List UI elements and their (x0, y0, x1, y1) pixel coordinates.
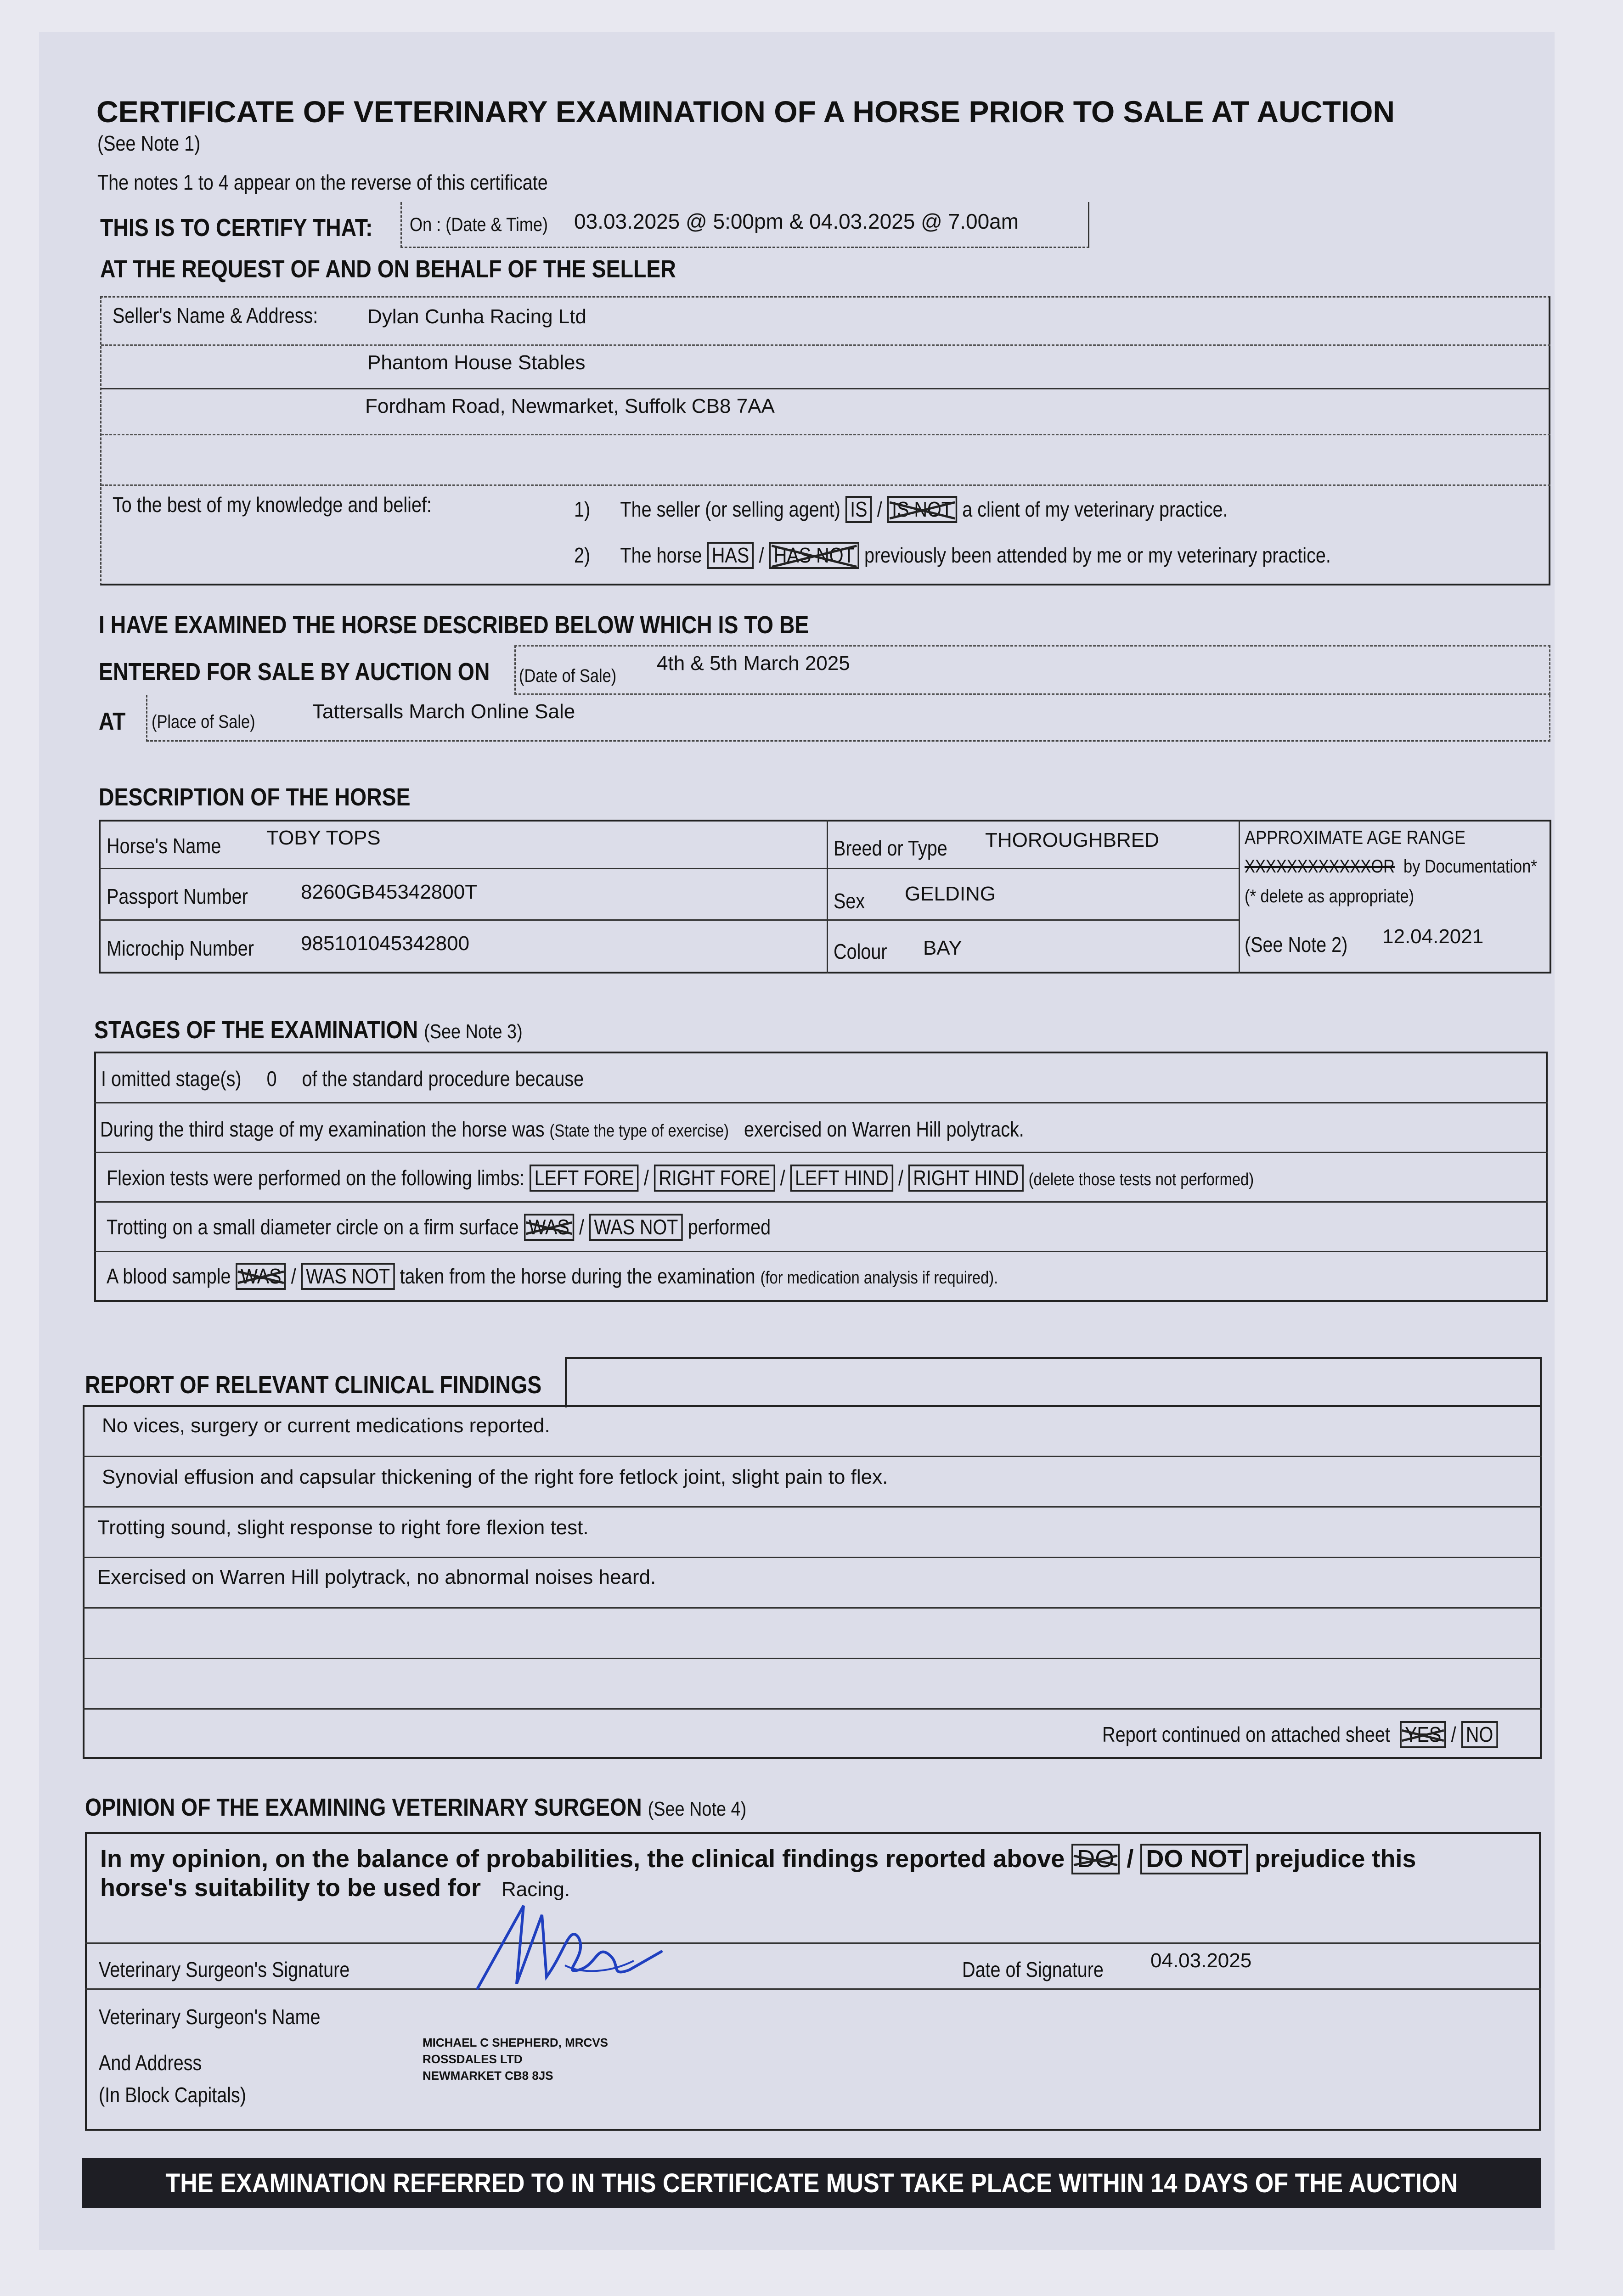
third-stage-label: During the third stage of my examination the horse was (100, 1117, 545, 1141)
passport-value: 8260GB45342800T (301, 881, 478, 903)
microchip-label: Microchip Number (107, 936, 254, 960)
omitted-value: 0 (266, 1067, 277, 1091)
report-rule-6 (83, 1708, 1542, 1710)
seller-rule-2 (101, 388, 1550, 389)
seller-rule-3 (101, 434, 1550, 435)
trot-was-not-option[interactable]: WAS NOT (589, 1214, 683, 1241)
blood-was-option[interactable]: WAS (236, 1263, 286, 1290)
q1-post: a client of my veterinary practice. (962, 497, 1228, 521)
date-of-signature-label: Date of Signature (962, 1958, 1104, 1981)
q2-has-not-option[interactable]: HAS NOT (769, 542, 859, 569)
opinion-do-option[interactable]: DO (1071, 1844, 1120, 1874)
notes-line: The notes 1 to 4 appear on the reverse of this certificate (97, 170, 548, 194)
see-note-2: (See Note 2) (1245, 933, 1348, 957)
opinion-rule-2 (85, 1988, 1541, 1990)
stages-rule-2 (94, 1152, 1548, 1153)
q1-slash: / (877, 497, 882, 521)
horse-name-label: Horse's Name (107, 834, 221, 858)
seller-line-3: Fordham Road, Newmarket, Suffolk CB8 7AA (365, 395, 775, 417)
date-of-sale-label: (Date of Sale) (519, 666, 617, 686)
on-label: On : (Date & Time) (410, 214, 548, 235)
opinion-line-1-text: In my opinion, on the balance of probabilities, the clinical findings reported above (100, 1845, 1065, 1873)
knowledge-question-1 (574, 496, 1228, 523)
knowledge-question-2 (574, 542, 1331, 569)
see-note-1: (See Note 1) (97, 131, 201, 155)
knowledge-label: To the best of my knowledge and belief: (113, 493, 432, 517)
stages-rule-4 (94, 1251, 1548, 1252)
seller-label: Seller's Name & Address: (113, 304, 318, 327)
opinion-line-2-text: horse's suitability to be used for (100, 1874, 481, 1902)
flexion-row (107, 1165, 1254, 1192)
flex-left-fore[interactable]: LEFT FORE (530, 1165, 639, 1192)
report-heading: REPORT OF RELEVANT CLINICAL FINDINGS (85, 1371, 542, 1399)
age-range-label: APPROXIMATE AGE RANGE (1245, 827, 1466, 848)
report-line-1: No vices, surgery or current medications reported. (102, 1414, 550, 1437)
date-of-sale-value: 4th & 5th March 2025 (657, 652, 850, 675)
opinion-use-value: Racing. (502, 1878, 570, 1901)
footer-text: THE EXAMINATION REFERRED TO IN THIS CERTIFICATE MUST TAKE PLACE WITHIN 14 DAYS OF THE AUCTION (165, 2168, 1458, 2198)
report-line-3: Trotting sound, slight response to right fore flexion test. (97, 1516, 589, 1539)
description-heading: DESCRIPTION OF THE HORSE (99, 783, 411, 811)
seller-line-2: Phantom House Stables (367, 351, 586, 374)
opinion-heading-text: OPINION OF THE EXAMINING VETERINARY SURGEON (85, 1794, 642, 1821)
q1-text: The seller (or selling agent) (620, 497, 840, 521)
opinion-line-1-post: prejudice this (1255, 1845, 1416, 1873)
opinion-rule-1 (85, 1942, 1541, 1944)
blood-was-not-option[interactable]: WAS NOT (301, 1263, 395, 1290)
blood-label: A blood sample (107, 1264, 231, 1288)
continued-slash: / (1451, 1722, 1456, 1746)
desc-rule-2 (99, 919, 1239, 921)
colour-label: Colour (834, 940, 887, 963)
place-of-sale-label: (Place of Sale) (152, 712, 255, 732)
report-line-2: Synovial effusion and capsular thickening of the right fore fetlock joint, slight pain to flex. (102, 1466, 888, 1488)
continued-no-option[interactable]: NO (1461, 1721, 1498, 1748)
opinion-line-1 (100, 1844, 1416, 1874)
age-range-options (1245, 856, 1537, 877)
trotting-row (107, 1214, 771, 1241)
report-continued-row (1102, 1721, 1498, 1748)
blood-post: taken from the horse during the examination (400, 1264, 755, 1288)
entered-label: ENTERED FOR SALE BY AUCTION ON (99, 658, 490, 686)
third-stage-row (100, 1117, 1024, 1142)
trotting-post: performed (688, 1215, 771, 1239)
vet-address-label: And Address (99, 2051, 202, 2075)
report-rule-4 (83, 1607, 1542, 1609)
sex-value: GELDING (905, 883, 996, 905)
microchip-value: 985101045342800 (301, 932, 470, 955)
footer-banner (82, 2158, 1541, 2208)
opinion-slash: / (1127, 1845, 1134, 1873)
stages-rule-3 (94, 1201, 1548, 1203)
date-of-signature-value: 04.03.2025 (1150, 1949, 1252, 1972)
vet-name-label: Veterinary Surgeon's Name (99, 2005, 321, 2029)
request-label: AT THE REQUEST OF AND ON BEHALF OF THE SELLER (100, 255, 676, 283)
q1-number: 1) (574, 497, 591, 521)
flex-slash-3: / (898, 1166, 903, 1190)
report-continued-label: Report continued on attached sheet (1102, 1722, 1390, 1746)
age-value: 12.04.2021 (1382, 925, 1484, 948)
desc-rule-1 (99, 868, 1239, 869)
stages-rule-1 (94, 1102, 1548, 1103)
age-doc-option[interactable]: by Documentation* (1403, 856, 1537, 877)
block-capitals-label: (In Block Capitals) (99, 2083, 246, 2107)
q2-text: The horse (620, 543, 702, 567)
stages-heading (94, 1016, 523, 1044)
report-rule-1 (83, 1456, 1542, 1457)
breed-value: THOROUGHBRED (985, 829, 1159, 851)
at-label: AT (99, 708, 126, 735)
flex-right-fore[interactable]: RIGHT FORE (654, 1165, 775, 1192)
flexion-label: Flexion tests were performed on the following limbs: (107, 1166, 525, 1190)
blood-small: (for medication analysis if required). (760, 1268, 998, 1288)
omitted-post: of the standard procedure because (302, 1067, 584, 1091)
report-header-box (565, 1357, 1542, 1407)
signature-label: Veterinary Surgeon's Signature (99, 1958, 350, 1981)
opinion-heading (85, 1793, 746, 1822)
on-value: 03.03.2025 @ 5:00pm & 04.03.2025 @ 7.00am (574, 209, 1019, 233)
third-stage-value: exercised on Warren Hill polytrack. (744, 1117, 1024, 1141)
certificate-title: CERTIFICATE OF VETERINARY EXAMINATION OF A HORSE PRIOR TO SALE AT AUCTION (96, 95, 1395, 129)
third-stage-small: (State the type of exercise) (549, 1121, 729, 1141)
certify-label: THIS IS TO CERTIFY THAT: (100, 214, 373, 242)
seller-rule-4 (101, 484, 1550, 486)
report-line-4: Exercised on Warren Hill polytrack, no abnormal noises heard. (97, 1566, 656, 1588)
passport-label: Passport Number (107, 884, 248, 908)
desc-divider-1 (827, 820, 828, 974)
q2-has-option[interactable]: HAS (707, 542, 754, 569)
flex-slash-2: / (780, 1166, 785, 1190)
flex-left-hind[interactable]: LEFT HIND (790, 1165, 893, 1192)
seller-rule-1 (101, 344, 1550, 346)
age-struck-option[interactable]: XXXXXXXXXXXXOR (1245, 856, 1395, 877)
flex-right-hind[interactable]: RIGHT HIND (908, 1165, 1024, 1192)
q2-number: 2) (574, 543, 591, 567)
opinion-heading-note: (See Note 4) (648, 1798, 747, 1820)
vet-signature (473, 1896, 666, 1993)
horse-name-value: TOBY TOPS (266, 827, 381, 849)
vet-stamp (423, 2034, 608, 2084)
omitted-label: I omitted stage(s) (101, 1067, 242, 1091)
examined-label: I HAVE EXAMINED THE HORSE DESCRIBED BELOW WHICH IS TO BE (99, 611, 809, 639)
report-rule-5 (83, 1658, 1542, 1659)
opinion-do-not-option[interactable]: DO NOT (1140, 1844, 1248, 1874)
trot-was-option[interactable]: WAS (524, 1214, 574, 1241)
q2-post: previously been attended by me or my veterinary practice. (864, 543, 1331, 567)
age-note: (* delete as appropriate) (1245, 886, 1414, 906)
blood-row (107, 1263, 998, 1290)
trotting-label: Trotting on a small diameter circle on a firm surface (107, 1215, 519, 1239)
colour-value: BAY (923, 937, 962, 959)
blood-slash: / (291, 1264, 296, 1288)
omitted-row (101, 1066, 584, 1091)
flex-slash-1: / (643, 1166, 649, 1190)
sex-label: Sex (834, 889, 865, 913)
desc-divider-2 (1239, 820, 1240, 974)
breed-label: Breed or Type (834, 836, 947, 860)
flexion-post: (delete those tests not performed) (1028, 1170, 1254, 1189)
report-rule-2 (83, 1506, 1542, 1508)
report-rule-3 (83, 1557, 1542, 1558)
seller-line-1: Dylan Cunha Racing Ltd (367, 305, 586, 328)
trot-slash: / (579, 1215, 585, 1239)
vet-stamp-line-1: MICHAEL C SHEPHERD, MRCVS (423, 2036, 609, 2049)
continued-yes-option[interactable]: YES (1400, 1721, 1446, 1748)
q1-is-option[interactable]: IS (845, 496, 872, 523)
q2-slash: / (759, 543, 764, 567)
q1-is-not-option[interactable]: IS NOT (887, 496, 958, 523)
vet-stamp-line-2: ROSSDALES LTD (423, 2052, 523, 2066)
stages-heading-note: (See Note 3) (424, 1020, 523, 1043)
stages-heading-text: STAGES OF THE EXAMINATION (94, 1016, 418, 1044)
vet-stamp-line-3: NEWMARKET CB8 8JS (423, 2069, 553, 2082)
place-of-sale-value: Tattersalls March Online Sale (312, 700, 575, 723)
